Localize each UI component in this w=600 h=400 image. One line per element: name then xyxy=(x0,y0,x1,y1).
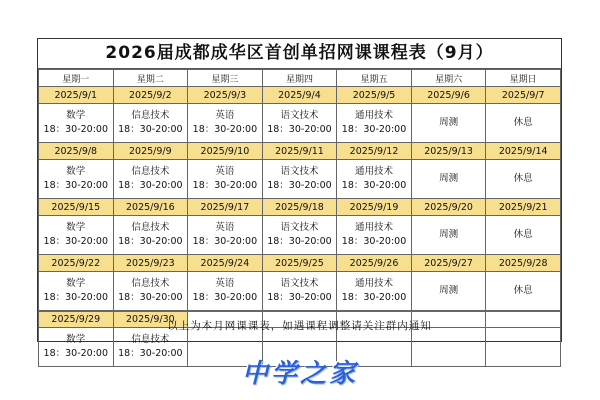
subject-label: 信息技术 xyxy=(131,222,170,233)
date-cell: 2025/9/11 xyxy=(262,143,337,160)
class-cell xyxy=(411,104,486,143)
class-cell xyxy=(39,216,114,255)
weekday-header-row xyxy=(39,70,561,87)
subject-label: 语文技术 xyxy=(280,166,319,177)
date-cell: 2025/9/25 xyxy=(262,255,337,272)
date-cell: 2025/9/22 xyxy=(39,255,114,272)
subject-label: 数学 xyxy=(66,278,86,289)
class-time: 18：30-20:00 xyxy=(341,292,407,303)
subject-label: 周测 xyxy=(439,229,459,240)
class-cell xyxy=(188,104,263,143)
class-time: 18：30-20:00 xyxy=(118,292,183,303)
date-row xyxy=(39,87,561,104)
date-cell: 2025/9/8 xyxy=(39,143,114,160)
date-cell: 2025/9/29 xyxy=(39,311,114,328)
class-cell xyxy=(337,272,412,311)
subject-label: 数学 xyxy=(66,110,86,121)
class-time: 18：30-20:00 xyxy=(192,292,258,303)
date-cell: 2025/9/9 xyxy=(113,143,188,160)
class-cell xyxy=(486,272,561,311)
class-time: 18：30-20:00 xyxy=(267,180,332,191)
class-cell xyxy=(411,160,486,199)
subject-label: 通用技术 xyxy=(355,110,394,121)
date-row xyxy=(39,255,561,272)
class-cell xyxy=(486,104,561,143)
date-cell: 2025/9/3 xyxy=(188,87,263,104)
class-cell xyxy=(486,160,561,199)
class-cell xyxy=(337,160,412,199)
class-cell xyxy=(411,272,486,311)
date-cell: 2025/9/15 xyxy=(39,199,114,216)
class-time: 18：30-20:00 xyxy=(118,348,183,359)
date-cell: 2025/9/13 xyxy=(411,143,486,160)
date-cell: 2025/9/23 xyxy=(113,255,188,272)
class-time: 18：30-20:00 xyxy=(43,236,109,247)
date-cell: 2025/9/17 xyxy=(188,199,263,216)
date-cell: 2025/9/1 xyxy=(39,87,114,104)
weekday-header-fri: 星期五 xyxy=(337,70,412,87)
date-cell: 2025/9/18 xyxy=(262,199,337,216)
class-cell xyxy=(337,216,412,255)
subject-label: 语文技术 xyxy=(280,222,319,233)
subject-label: 英语 xyxy=(215,278,235,289)
subject-label: 语文技术 xyxy=(280,110,319,121)
class-row xyxy=(39,216,561,255)
class-time: 18：30-20:00 xyxy=(43,292,109,303)
date-row xyxy=(39,199,561,216)
date-cell: 2025/9/12 xyxy=(337,143,412,160)
subject-label: 数学 xyxy=(66,334,86,345)
subject-label: 通用技术 xyxy=(355,222,394,233)
subject-label: 信息技术 xyxy=(131,334,170,345)
class-row xyxy=(39,104,561,143)
weekday-header-sat: 星期六 xyxy=(411,70,486,87)
class-time: 18：30-20:00 xyxy=(341,124,407,135)
class-time: 18：30-20:00 xyxy=(267,292,332,303)
subject-label: 英语 xyxy=(215,222,235,233)
class-time: 18：30-20:00 xyxy=(192,180,258,191)
date-row xyxy=(39,143,561,160)
date-cell: 2025/9/28 xyxy=(486,255,561,272)
date-cell: 2025/9/10 xyxy=(188,143,263,160)
class-time: 18：30-20:00 xyxy=(341,180,407,191)
class-time: 18：30-20:00 xyxy=(341,236,407,247)
schedule-sheet xyxy=(37,38,562,359)
subject-label: 周测 xyxy=(439,173,459,184)
class-cell xyxy=(39,160,114,199)
date-cell: 2025/9/6 xyxy=(411,87,486,104)
class-time: 18：30-20:00 xyxy=(267,124,332,135)
subject-label: 休息 xyxy=(513,229,533,240)
class-cell xyxy=(262,104,337,143)
schedule-footer-note: 以上为本月网课课表，如遇课程调整请关注群内通知 xyxy=(38,311,561,341)
class-cell xyxy=(262,272,337,311)
class-cell xyxy=(113,216,188,255)
weekday-header-mon: 星期一 xyxy=(39,70,114,87)
subject-label: 信息技术 xyxy=(131,166,170,177)
schedule-title: 2026届成都成华区首创单招网课课程表（9月） xyxy=(38,39,561,69)
class-time: 18：30-20:00 xyxy=(43,348,109,359)
class-cell xyxy=(188,160,263,199)
date-cell: 2025/9/14 xyxy=(486,143,561,160)
class-cell xyxy=(39,272,114,311)
subject-label: 通用技术 xyxy=(355,278,394,289)
class-cell xyxy=(113,104,188,143)
date-cell: 2025/9/30 xyxy=(113,311,188,328)
class-row xyxy=(39,272,561,311)
subject-label: 数学 xyxy=(66,166,86,177)
watermark-logo: 中学之家 xyxy=(241,359,358,389)
date-cell: 2025/9/26 xyxy=(337,255,412,272)
date-cell: 2025/9/16 xyxy=(113,199,188,216)
date-cell: 2025/9/5 xyxy=(337,87,412,104)
class-time: 18：30-20:00 xyxy=(192,124,258,135)
date-cell: 2025/9/2 xyxy=(113,87,188,104)
class-cell xyxy=(486,216,561,255)
class-time: 18：30-20:00 xyxy=(43,124,109,135)
class-cell xyxy=(262,160,337,199)
date-cell: 2025/9/7 xyxy=(486,87,561,104)
class-cell xyxy=(262,216,337,255)
class-cell xyxy=(39,104,114,143)
class-time: 18：30-20:00 xyxy=(192,236,258,247)
date-cell: 2025/9/20 xyxy=(411,199,486,216)
class-cell xyxy=(113,160,188,199)
subject-label: 休息 xyxy=(513,117,533,128)
subject-label: 英语 xyxy=(215,110,235,121)
class-time: 18：30-20:00 xyxy=(118,180,183,191)
weekday-header-sun: 星期日 xyxy=(486,70,561,87)
subject-label: 数学 xyxy=(66,222,86,233)
weekday-header-wed: 星期三 xyxy=(188,70,263,87)
weekday-header-thu: 星期四 xyxy=(262,70,337,87)
class-cell xyxy=(113,272,188,311)
class-cell xyxy=(188,272,263,311)
date-cell: 2025/9/27 xyxy=(411,255,486,272)
subject-label: 语文技术 xyxy=(280,278,319,289)
class-time: 18：30-20:00 xyxy=(118,236,183,247)
class-cell xyxy=(411,216,486,255)
date-cell: 2025/9/19 xyxy=(337,199,412,216)
weekday-header-tue: 星期二 xyxy=(113,70,188,87)
class-time: 18：30-20:00 xyxy=(43,180,109,191)
subject-label: 通用技术 xyxy=(355,166,394,177)
class-cell xyxy=(188,216,263,255)
date-cell: 2025/9/21 xyxy=(486,199,561,216)
date-cell: 2025/9/24 xyxy=(188,255,263,272)
subject-label: 休息 xyxy=(513,285,533,296)
subject-label: 信息技术 xyxy=(131,110,170,121)
class-cell xyxy=(337,104,412,143)
subject-label: 周测 xyxy=(439,117,459,128)
subject-label: 英语 xyxy=(215,166,235,177)
class-time: 18：30-20:00 xyxy=(118,124,183,135)
class-time: 18：30-20:00 xyxy=(267,236,332,247)
class-row xyxy=(39,160,561,199)
subject-label: 休息 xyxy=(513,173,533,184)
subject-label: 周测 xyxy=(439,285,459,296)
subject-label: 信息技术 xyxy=(131,278,170,289)
date-cell: 2025/9/4 xyxy=(262,87,337,104)
